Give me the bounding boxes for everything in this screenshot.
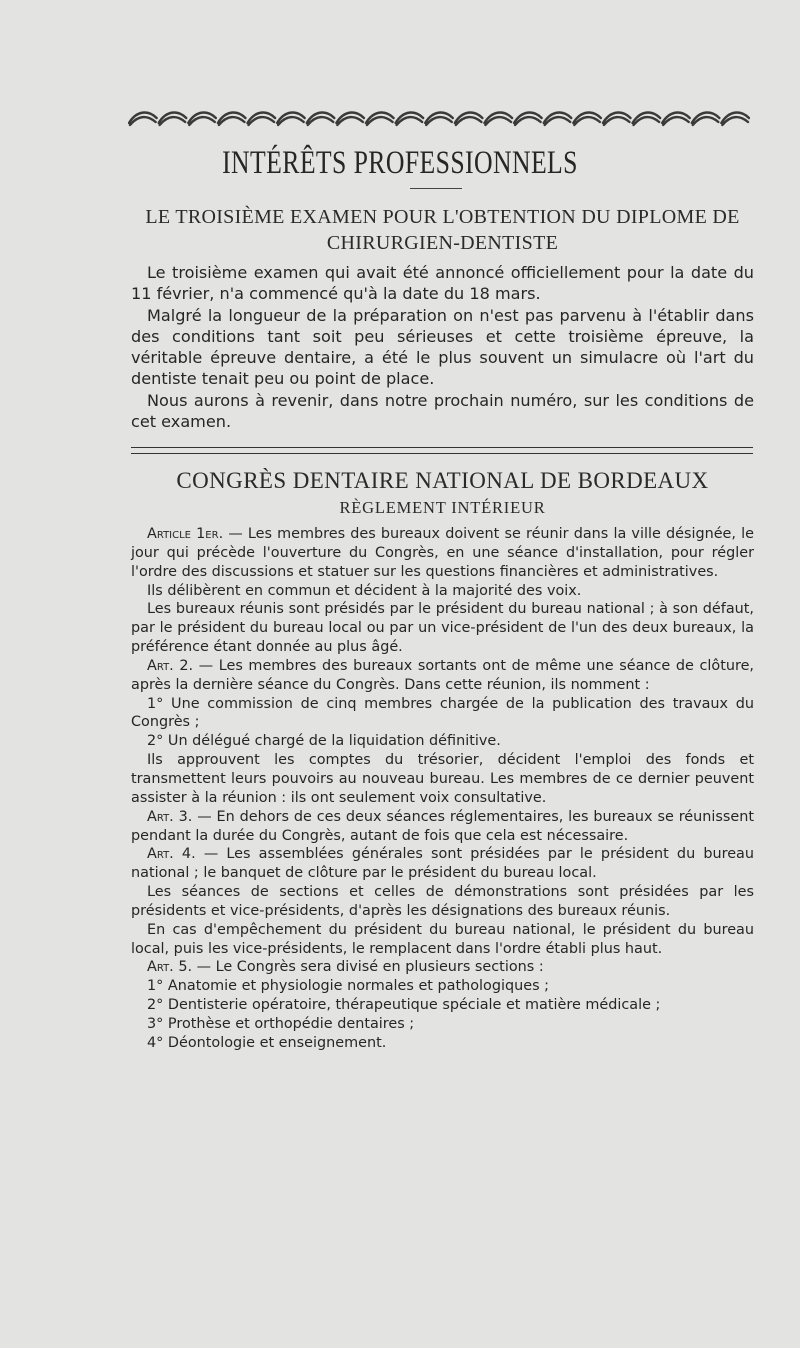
- paragraph: Malgré la longueur de la préparation on n'est pas parvenu à l'établir dans des conditions tant soit peu sérieuses et cette troisième épreuve, la véritable épreuve dentaire, a été le plus souvent un simulacre où l'art du dentiste tenait peu ou point de place.: [131, 305, 754, 389]
- article-5: [131, 958, 754, 977]
- ornament-link: [484, 113, 512, 125]
- article-text: — Les membres des bureaux sortants ont de même une séance de clôture, après la dernière séance du Congrès. Dans cette réunion, ils nomment :: [131, 657, 754, 693]
- paragraph: En cas d'empêchement du président du bureau national, le président du bureau local, puis les vice-présidents, le remplacent dans l'ordre établi plus haut.: [131, 921, 754, 957]
- article-text: — Les assemblées générales sont présidées par le président du bureau national ; le banquet de clôture par le président du bureau local.: [131, 846, 755, 882]
- list-item: 1° Anatomie et physiologie normales et pathologiques ;: [147, 978, 550, 995]
- ornament-link: [218, 113, 246, 125]
- exam-section-body: [131, 262, 754, 432]
- ornament-link: [692, 113, 720, 125]
- article-label: Article 1er.: [147, 526, 224, 542]
- paragraph: Le troisième examen qui avait été annoncé officiellement pour la date du 11 février, n'a commencé qu'à la date du 18 mars.: [131, 263, 754, 304]
- ornament-link: [159, 113, 187, 125]
- article-text: — En dehors de ces deux séances réglementaires, les bureaux se réunissent pendant la durée du Congrès, autant de fois que cela est nécessaire.: [131, 808, 754, 844]
- congress-section-heading: CONGRÈS DENTAIRE NATIONAL DE BORDEAUX: [176, 468, 709, 493]
- article-1: [131, 525, 754, 582]
- regulation-subheading: RÈGLEMENT INTÉRIEUR: [339, 498, 546, 517]
- article-3: [131, 808, 754, 846]
- article-label: Art. 5.: [147, 959, 193, 976]
- ornament-link: [366, 113, 394, 125]
- exam-section-heading: LE TROISIÈME EXAMEN POUR L'OBTENTION DU DIPLOME DE CHIRURGIEN-DENTISTE: [145, 206, 740, 254]
- ornament-link: [129, 113, 157, 125]
- article-4: [131, 845, 754, 883]
- ornament-link: [514, 113, 542, 125]
- list-item: 2° Dentisterie opératoire, thérapeutique spéciale et matière médicale ;: [147, 997, 661, 1014]
- ornament-link: [336, 113, 364, 125]
- paragraph: 1° Une commission de cinq membres chargée de la publication des travaux du Congrès ;: [131, 695, 754, 731]
- decorative-border-ornament: [128, 106, 750, 132]
- paragraph: Ils approuvent les comptes du trésorier, décident l'emploi des fonds et transmettent leurs pouvoirs au nouveau bureau. Les membres de ce dernier peuvent assister à la réunion : ils ont seulement voix consultative.: [131, 752, 754, 806]
- regulation-body: [131, 525, 754, 1053]
- paragraph: 2° Un délégué chargé de la liquidation définitive.: [147, 733, 501, 750]
- ornament-link: [662, 113, 690, 125]
- ornament-link: [633, 113, 661, 125]
- article-label: Art. 4.: [147, 846, 196, 863]
- page-title: INTÉRÊTS PROFESSIONNELS: [222, 145, 578, 181]
- ornament-link: [721, 113, 749, 125]
- ornament-link: [425, 113, 453, 125]
- ornament-link: [544, 113, 572, 125]
- ornament-link: [603, 113, 631, 125]
- article-text: — Les membres des bureaux doivent se réunir dans la ville désignée, le jour qui précède l'ouverture du Congrès, en une séance d'installation, pour régler l'ordre des discussions et statuer sur les questions financières et administratives.: [131, 526, 754, 580]
- paragraph: Les bureaux réunis sont présidés par le président du bureau national ; à son défaut, par le président du bureau local ou par un vice-président de l'un des deux bureaux, la préférence étant donnée au plus âgé.: [131, 601, 754, 656]
- ornament-link: [188, 113, 216, 125]
- paragraph: Nous aurons à revenir, dans notre prochain numéro, sur les conditions de cet examen.: [131, 390, 754, 432]
- ornament-link: [247, 113, 275, 125]
- ornament-link: [307, 113, 335, 125]
- ornament-link: [455, 113, 483, 125]
- article-2: [131, 657, 754, 695]
- title-rule: [410, 188, 462, 189]
- list-item: 3° Prothèse et orthopédie dentaires ;: [147, 1015, 415, 1032]
- article-text: — Le Congrès sera divisé en plusieurs sections :: [192, 959, 544, 976]
- paragraph: Les séances de sections et celles de démonstrations sont présidées par les présidents et vice-présidents, d'après les désignations des bureaux réunis.: [131, 884, 754, 919]
- article-label: Art. 2.: [147, 657, 194, 674]
- section-divider: [131, 447, 753, 454]
- article-label: Art. 3.: [147, 808, 193, 825]
- ornament-link: [277, 113, 305, 125]
- ornament-link: [573, 113, 601, 125]
- ornament-link: [396, 113, 424, 125]
- paragraph: Ils délibèrent en commun et décident à la majorité des voix.: [147, 582, 582, 599]
- list-item: 4° Déontologie et enseignement.: [147, 1034, 387, 1051]
